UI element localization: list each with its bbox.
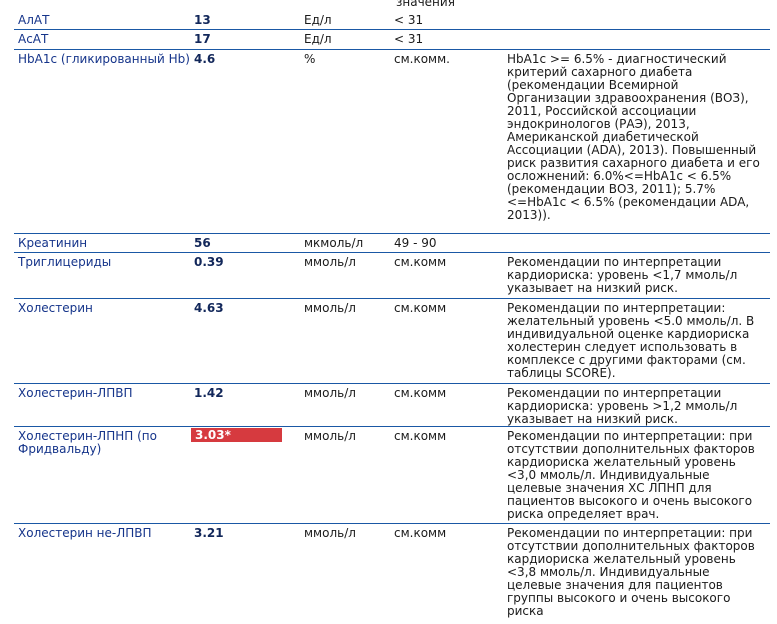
test-reference: см.комм. bbox=[394, 52, 450, 66]
test-reference: см.комм bbox=[394, 526, 447, 540]
result-row-creatinine bbox=[14, 234, 770, 253]
test-reference: 49 - 90 bbox=[394, 236, 437, 250]
test-value: 1.42 bbox=[194, 386, 224, 400]
reference-header-fragment: значения bbox=[396, 0, 455, 9]
result-row-triglycerides bbox=[14, 253, 770, 299]
test-unit: ммоль/л bbox=[304, 301, 356, 315]
test-reference: < 31 bbox=[394, 32, 424, 46]
test-value: 0.39 bbox=[194, 255, 224, 269]
test-reference: см.комм bbox=[394, 301, 447, 315]
result-row-non-hdl bbox=[14, 524, 770, 624]
test-comment: Рекомендации по интерпретации: желательный уровень <5.0 ммоль/л. В индивидуальной оценке кардиориска холестерин следует использовать в комплексе с другими факторами (см. таблицы SCORE). bbox=[507, 301, 755, 380]
test-name: АлАТ bbox=[18, 13, 50, 27]
test-name: Триглицериды bbox=[18, 255, 112, 269]
test-value: 4.63 bbox=[194, 301, 224, 315]
test-value: 56 bbox=[194, 236, 211, 250]
test-value: 3.21 bbox=[194, 526, 224, 540]
test-unit: % bbox=[304, 52, 316, 66]
test-name: АсАТ bbox=[18, 32, 49, 46]
abnormal-value-badge bbox=[191, 428, 282, 442]
test-value: 13 bbox=[194, 13, 211, 27]
test-comment: Рекомендации по интерпретации кардиориска: уровень <1,7 ммоль/л указывает на низкий риск. bbox=[507, 255, 738, 295]
test-unit: Ед/л bbox=[304, 32, 332, 46]
test-reference: < 31 bbox=[394, 13, 424, 27]
test-name: Креатинин bbox=[18, 236, 88, 250]
result-row-cholesterol bbox=[14, 299, 770, 384]
test-comment: Рекомендации по интерпретации кардиориска: уровень >1,2 ммоль/л указывает на низкий риск. bbox=[507, 386, 738, 426]
result-row-hba1c bbox=[14, 50, 770, 234]
result-row-ldl bbox=[14, 427, 770, 524]
test-unit: ммоль/л bbox=[304, 526, 356, 540]
test-comment: Рекомендации по интерпретации: при отсутствии дополнительных факторов кардиориска желательный уровень <3,0 ммоль/л. Индивидуальные целевые значения ХС ЛПНП для пациентов высокого и очень высокого риска определяет врач. bbox=[507, 429, 755, 521]
test-reference: см.комм bbox=[394, 255, 447, 269]
test-unit: ммоль/л bbox=[304, 429, 356, 443]
test-unit: Ед/л bbox=[304, 13, 332, 27]
test-comment: Рекомендации по интерпретации: при отсутствии дополнительных факторов кардиориска желательный уровень <3,8 ммоль/л. Индивидуальные целевые значения для пациентов группы высокого и очень высокого риска bbox=[507, 526, 755, 618]
test-unit: ммоль/л bbox=[304, 255, 356, 269]
test-name: Холестерин-ЛПНП (по Фридвальду) bbox=[18, 429, 157, 456]
test-name: Холестерин-ЛПВП bbox=[18, 386, 133, 400]
test-name: Холестерин не-ЛПВП bbox=[18, 526, 152, 540]
test-reference: см.комм bbox=[394, 429, 447, 443]
test-value: 17 bbox=[194, 32, 211, 46]
test-name: HbA1c (гликированный Hb) bbox=[18, 52, 190, 66]
test-reference: см.комм bbox=[394, 386, 447, 400]
test-value-flagged: 3.03* bbox=[195, 428, 231, 442]
test-unit: ммоль/л bbox=[304, 386, 356, 400]
result-row-hdl bbox=[14, 384, 770, 427]
test-comment: HbA1c >= 6.5% - диагностический критерий сахарного диабета (рекомендации Всемирной Организации здравоохранения (ВОЗ), 2011, Российской ассоциации эндокринологов (РАЭ), 2013, Американской диабетической Ассоциации (ADA), 2013). Повышенный риск развития сахарного диабета и его осложнений: 6.0%<=HbA1c < 6.5% (рекомендации ВОЗ, 2011); 5.7%<=HbA1c < 6.5% (рекомендации ADA, 2013)). bbox=[507, 52, 760, 222]
test-unit: мкмоль/л bbox=[304, 236, 364, 250]
test-name: Холестерин bbox=[18, 301, 93, 315]
result-row-asat bbox=[14, 30, 770, 50]
test-value: 4.6 bbox=[194, 52, 216, 66]
result-row-alat bbox=[14, 11, 770, 30]
